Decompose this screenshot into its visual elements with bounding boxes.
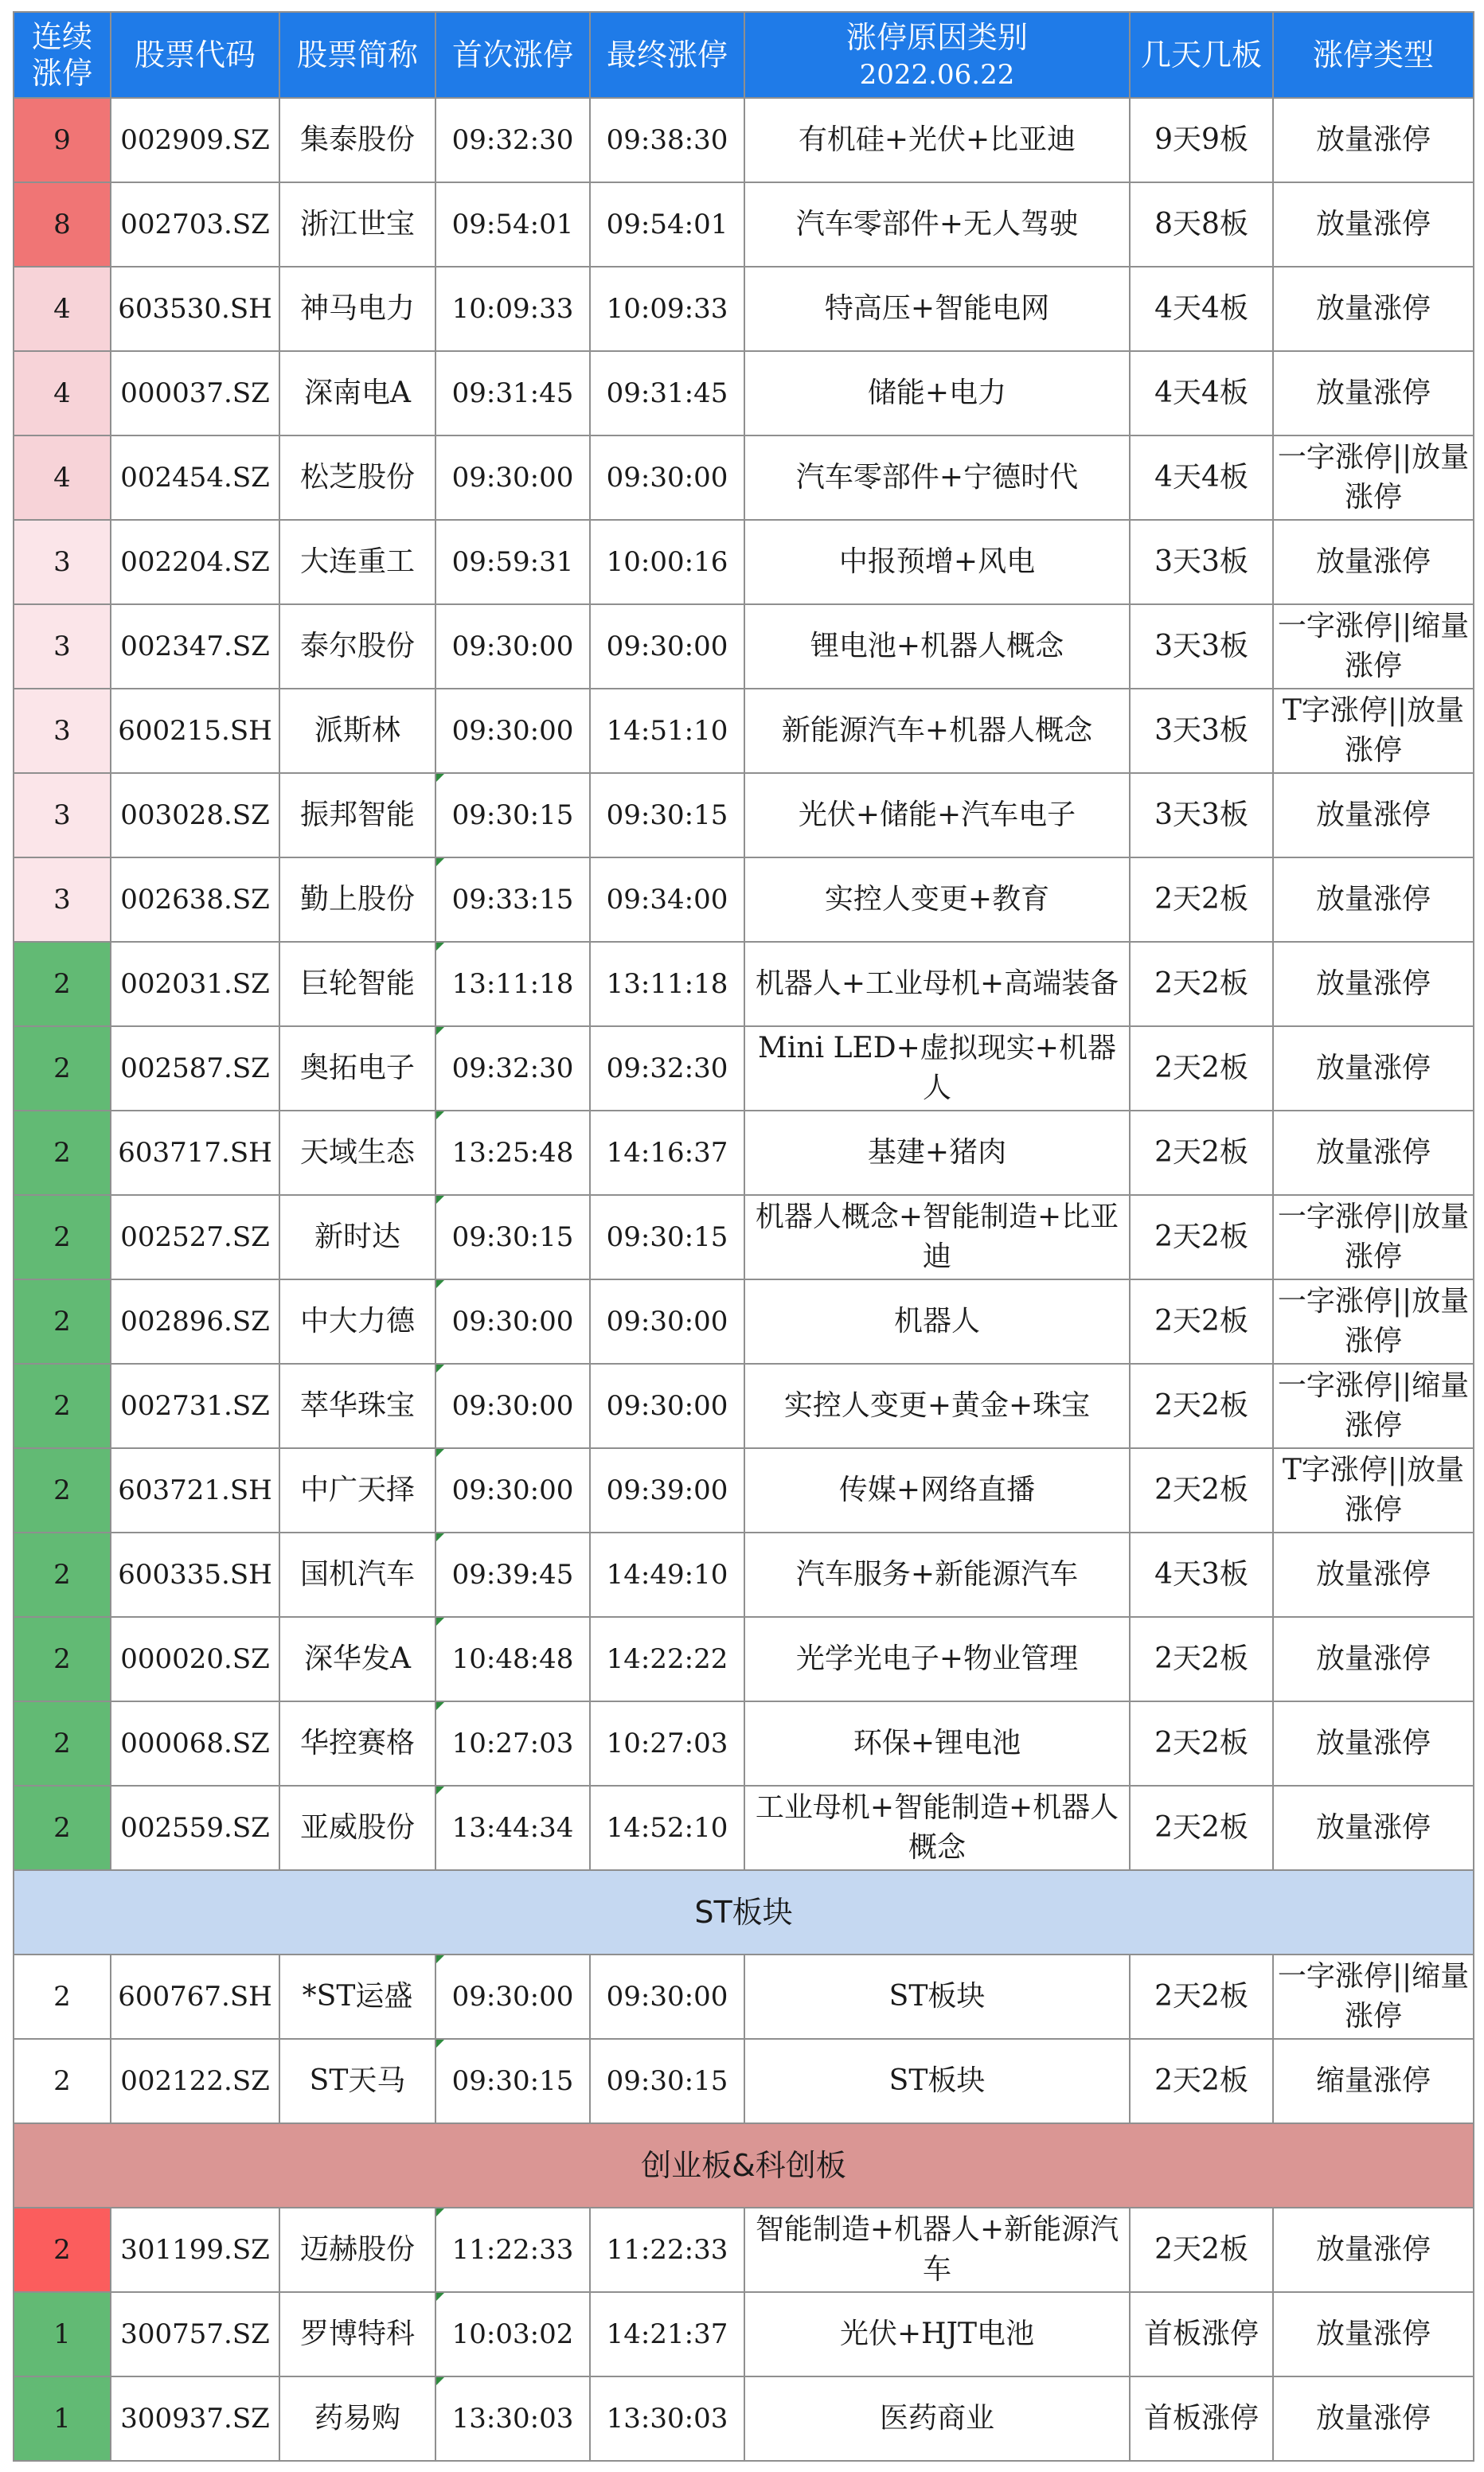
cell-streak: 2	[14, 1279, 111, 1364]
table-row	[14, 1786, 1474, 1870]
cell-limit-type: T字涨停||放量涨停	[1273, 1448, 1474, 1533]
cell-days-boards: 2天2板	[1130, 1364, 1273, 1448]
cell-streak: 4	[14, 435, 111, 520]
cell-reason: 新能源汽车+机器人概念	[744, 689, 1130, 773]
cell-name: 振邦智能	[279, 773, 435, 857]
cell-streak: 3	[14, 520, 111, 604]
cell-days-boards: 首板涨停	[1130, 2292, 1273, 2376]
header-limit-type: 涨停类型	[1273, 12, 1474, 98]
header-days-boards: 几天几板	[1130, 12, 1273, 98]
cell-days-boards: 4天4板	[1130, 267, 1273, 351]
cell-reason: 传媒+网络直播	[744, 1448, 1130, 1533]
cell-first-limit: 10:03:02	[435, 2292, 590, 2376]
cell-reason: 机器人	[744, 1279, 1130, 1364]
cell-limit-type: 放量涨停	[1273, 520, 1474, 604]
cell-reason: 医药商业	[744, 2376, 1130, 2461]
header-streak: 连续涨停	[14, 12, 111, 98]
cell-limit-type: 放量涨停	[1273, 267, 1474, 351]
cell-streak: 2	[14, 1448, 111, 1533]
cell-code: 000037.SZ	[111, 351, 279, 435]
table-row	[14, 98, 1474, 182]
cell-limit-type: 放量涨停	[1273, 942, 1474, 1026]
cell-days-boards: 2天2板	[1130, 2039, 1273, 2123]
cell-streak: 2	[14, 1701, 111, 1786]
cell-first-limit: 09:59:31	[435, 520, 590, 604]
cell-code: 002527.SZ	[111, 1195, 279, 1279]
cell-days-boards: 2天2板	[1130, 1955, 1273, 2039]
cell-reason: 实控人变更+教育	[744, 857, 1130, 942]
cell-days-boards: 2天2板	[1130, 857, 1273, 942]
cell-days-boards: 4天4板	[1130, 435, 1273, 520]
cell-name: 国机汽车	[279, 1533, 435, 1617]
cell-final-limit: 09:30:00	[590, 604, 744, 689]
table-row	[14, 604, 1474, 689]
cell-first-limit: 13:30:03	[435, 2376, 590, 2461]
cell-reason: 光伏+储能+汽车电子	[744, 773, 1130, 857]
cell-name: 深南电A	[279, 351, 435, 435]
cell-days-boards: 3天3板	[1130, 520, 1273, 604]
cell-final-limit: 09:54:01	[590, 182, 744, 267]
cell-final-limit: 09:32:30	[590, 1026, 744, 1111]
cell-name: 浙江世宝	[279, 182, 435, 267]
cell-final-limit: 09:30:00	[590, 435, 744, 520]
table-body	[14, 98, 1474, 2461]
cell-code: 002909.SZ	[111, 98, 279, 182]
cell-limit-type: 放量涨停	[1273, 182, 1474, 267]
cell-final-limit: 14:51:10	[590, 689, 744, 773]
cell-final-limit: 14:21:37	[590, 2292, 744, 2376]
table-row	[14, 435, 1474, 520]
cell-name: 中广天择	[279, 1448, 435, 1533]
cell-code: 002559.SZ	[111, 1786, 279, 1870]
cell-code: 603530.SH	[111, 267, 279, 351]
cell-days-boards: 2天2板	[1130, 1026, 1273, 1111]
cell-reason: 锂电池+机器人概念	[744, 604, 1130, 689]
cell-final-limit: 09:39:00	[590, 1448, 744, 1533]
cell-limit-type: 一字涨停||放量涨停	[1273, 1195, 1474, 1279]
cy-section-row	[14, 2123, 1474, 2208]
cell-days-boards: 9天9板	[1130, 98, 1273, 182]
cell-final-limit: 14:52:10	[590, 1786, 744, 1870]
cell-first-limit: 09:30:15	[435, 773, 590, 857]
cell-limit-type: 放量涨停	[1273, 2208, 1474, 2292]
cell-final-limit: 09:34:00	[590, 857, 744, 942]
cell-reason: 工业母机+智能制造+机器人概念	[744, 1786, 1130, 1870]
header-code: 股票代码	[111, 12, 279, 98]
cell-name: 迈赫股份	[279, 2208, 435, 2292]
cell-streak: 2	[14, 1617, 111, 1701]
cell-name: 华控赛格	[279, 1701, 435, 1786]
cell-streak: 2	[14, 1533, 111, 1617]
cell-days-boards: 8天8板	[1130, 182, 1273, 267]
cell-days-boards: 3天3板	[1130, 689, 1273, 773]
cell-code: 002638.SZ	[111, 857, 279, 942]
cell-final-limit: 14:16:37	[590, 1111, 744, 1195]
cell-name: ST天马	[279, 2039, 435, 2123]
cell-streak: 2	[14, 2039, 111, 2123]
cell-days-boards: 2天2板	[1130, 1448, 1273, 1533]
cell-name: 集泰股份	[279, 98, 435, 182]
table-row	[14, 2376, 1474, 2461]
table-row	[14, 267, 1474, 351]
cell-first-limit: 10:48:48	[435, 1617, 590, 1701]
cell-limit-type: 一字涨停||缩量涨停	[1273, 604, 1474, 689]
cell-first-limit: 09:30:00	[435, 435, 590, 520]
cell-code: 002031.SZ	[111, 942, 279, 1026]
cell-limit-type: 一字涨停||缩量涨停	[1273, 1955, 1474, 2039]
cell-first-limit: 10:27:03	[435, 1701, 590, 1786]
table-row	[14, 2292, 1474, 2376]
cell-streak: 3	[14, 773, 111, 857]
cell-first-limit: 09:32:30	[435, 1026, 590, 1111]
cell-first-limit: 09:54:01	[435, 182, 590, 267]
cell-code: 000068.SZ	[111, 1701, 279, 1786]
cell-days-boards: 4天4板	[1130, 351, 1273, 435]
cell-final-limit: 09:30:15	[590, 773, 744, 857]
table-row	[14, 2208, 1474, 2292]
cell-final-limit: 14:49:10	[590, 1533, 744, 1617]
cell-limit-type: 放量涨停	[1273, 1701, 1474, 1786]
cell-days-boards: 4天3板	[1130, 1533, 1273, 1617]
cell-name: 天域生态	[279, 1111, 435, 1195]
cell-first-limit: 09:30:00	[435, 604, 590, 689]
cell-limit-type: 放量涨停	[1273, 857, 1474, 942]
table-row	[14, 182, 1474, 267]
cell-limit-type: 放量涨停	[1273, 2376, 1474, 2461]
cell-reason: 汽车服务+新能源汽车	[744, 1533, 1130, 1617]
cell-streak: 2	[14, 1786, 111, 1870]
cell-code: 603717.SH	[111, 1111, 279, 1195]
cell-days-boards: 2天2板	[1130, 1111, 1273, 1195]
cell-first-limit: 09:30:00	[435, 1448, 590, 1533]
cell-first-limit: 13:11:18	[435, 942, 590, 1026]
table-row	[14, 520, 1474, 604]
cell-first-limit: 09:30:00	[435, 1955, 590, 2039]
cell-days-boards: 3天3板	[1130, 773, 1273, 857]
header-reason	[744, 12, 1130, 98]
cell-first-limit: 13:44:34	[435, 1786, 590, 1870]
table-row	[14, 1955, 1474, 2039]
table-row	[14, 942, 1474, 1026]
cell-code: 002703.SZ	[111, 182, 279, 267]
cell-streak: 9	[14, 98, 111, 182]
cell-name: 大连重工	[279, 520, 435, 604]
limit-up-table	[13, 11, 1474, 2462]
cell-reason: 智能制造+机器人+新能源汽车	[744, 2208, 1130, 2292]
cell-streak: 1	[14, 2292, 111, 2376]
cell-final-limit: 13:30:03	[590, 2376, 744, 2461]
cell-reason: ST板块	[744, 2039, 1130, 2123]
cell-name: 泰尔股份	[279, 604, 435, 689]
cell-reason: 中报预增+风电	[744, 520, 1130, 604]
cell-final-limit: 09:30:00	[590, 1364, 744, 1448]
cell-first-limit: 09:30:00	[435, 1279, 590, 1364]
table-row	[14, 1617, 1474, 1701]
cell-days-boards: 3天3板	[1130, 604, 1273, 689]
cell-name: 勤上股份	[279, 857, 435, 942]
section-title: ST板块	[14, 1870, 1474, 1955]
cell-reason: 特高压+智能电网	[744, 267, 1130, 351]
cell-streak: 4	[14, 267, 111, 351]
limit-up-table-page	[13, 11, 1473, 2462]
table-header-row	[14, 12, 1474, 98]
cell-limit-type: 放量涨停	[1273, 2292, 1474, 2376]
cell-final-limit: 09:38:30	[590, 98, 744, 182]
cell-limit-type: 缩量涨停	[1273, 2039, 1474, 2123]
cell-name: 中大力德	[279, 1279, 435, 1364]
header-name: 股票简称	[279, 12, 435, 98]
cell-first-limit: 09:30:00	[435, 689, 590, 773]
cell-code: 002896.SZ	[111, 1279, 279, 1364]
cell-final-limit: 10:27:03	[590, 1701, 744, 1786]
cell-first-limit: 09:32:30	[435, 98, 590, 182]
cell-limit-type: 一字涨停||放量涨停	[1273, 1279, 1474, 1364]
table-row	[14, 1448, 1474, 1533]
header-reason-label: 涨停原因类别	[845, 20, 1028, 55]
section-title: 创业板&科创板	[14, 2123, 1474, 2208]
cell-limit-type: 放量涨停	[1273, 1786, 1474, 1870]
cell-code: 301199.SZ	[111, 2208, 279, 2292]
table-row	[14, 689, 1474, 773]
table-row	[14, 1279, 1474, 1364]
st-section-row	[14, 1870, 1474, 1955]
cell-streak: 8	[14, 182, 111, 267]
cell-first-limit: 09:30:15	[435, 1195, 590, 1279]
cell-reason: 储能+电力	[744, 351, 1130, 435]
cell-first-limit: 09:33:15	[435, 857, 590, 942]
cell-name: 巨轮智能	[279, 942, 435, 1026]
table-row	[14, 1111, 1474, 1195]
cell-first-limit: 09:30:00	[435, 1364, 590, 1448]
cell-final-limit: 09:30:15	[590, 1195, 744, 1279]
cell-final-limit: 09:30:00	[590, 1279, 744, 1364]
cell-final-limit: 11:22:33	[590, 2208, 744, 2292]
table-row	[14, 1364, 1474, 1448]
cell-streak: 2	[14, 1111, 111, 1195]
cell-days-boards: 2天2板	[1130, 1701, 1273, 1786]
cell-first-limit: 09:30:15	[435, 2039, 590, 2123]
cell-name: 罗博特科	[279, 2292, 435, 2376]
cell-name: 神马电力	[279, 267, 435, 351]
cell-limit-type: 放量涨停	[1273, 1533, 1474, 1617]
cell-streak: 2	[14, 942, 111, 1026]
header-final-limit: 最终涨停	[590, 12, 744, 98]
cell-limit-type: 放量涨停	[1273, 1617, 1474, 1701]
cell-first-limit: 10:09:33	[435, 267, 590, 351]
cell-code: 003028.SZ	[111, 773, 279, 857]
cell-reason: 有机硅+光伏+比亚迪	[744, 98, 1130, 182]
cell-code: 000020.SZ	[111, 1617, 279, 1701]
cell-limit-type: 放量涨停	[1273, 1111, 1474, 1195]
cell-code: 300937.SZ	[111, 2376, 279, 2461]
cell-reason: ST板块	[744, 1955, 1130, 2039]
cell-final-limit: 10:00:16	[590, 520, 744, 604]
table-row	[14, 1701, 1474, 1786]
cell-streak: 3	[14, 857, 111, 942]
cell-streak: 2	[14, 1955, 111, 2039]
table-row	[14, 1533, 1474, 1617]
cell-name: 新时达	[279, 1195, 435, 1279]
cell-days-boards: 2天2板	[1130, 2208, 1273, 2292]
cell-name: 萃华珠宝	[279, 1364, 435, 1448]
cell-reason: 光伏+HJT电池	[744, 2292, 1130, 2376]
cell-code: 002347.SZ	[111, 604, 279, 689]
cell-reason: 汽车零部件+宁德时代	[744, 435, 1130, 520]
cell-limit-type: 一字涨停||放量涨停	[1273, 435, 1474, 520]
header-date: 2022.06.22	[859, 59, 1015, 91]
cell-streak: 3	[14, 604, 111, 689]
cell-first-limit: 09:31:45	[435, 351, 590, 435]
cell-days-boards: 2天2板	[1130, 1195, 1273, 1279]
cell-code: 600767.SH	[111, 1955, 279, 2039]
cell-limit-type: 放量涨停	[1273, 98, 1474, 182]
cell-code: 002204.SZ	[111, 520, 279, 604]
table-row	[14, 2039, 1474, 2123]
table-row	[14, 1026, 1474, 1111]
table-row	[14, 773, 1474, 857]
cell-name: 松芝股份	[279, 435, 435, 520]
cell-final-limit: 13:11:18	[590, 942, 744, 1026]
cell-streak: 2	[14, 1026, 111, 1111]
cell-streak: 2	[14, 1195, 111, 1279]
cell-limit-type: 放量涨停	[1273, 351, 1474, 435]
table-row	[14, 1195, 1474, 1279]
cell-reason: 机器人+工业母机+高端装备	[744, 942, 1130, 1026]
cell-reason: 机器人概念+智能制造+比亚迪	[744, 1195, 1130, 1279]
cell-code: 002731.SZ	[111, 1364, 279, 1448]
cell-limit-type: 一字涨停||缩量涨停	[1273, 1364, 1474, 1448]
cell-reason: 基建+猪肉	[744, 1111, 1130, 1195]
cell-days-boards: 2天2板	[1130, 1617, 1273, 1701]
cell-days-boards: 首板涨停	[1130, 2376, 1273, 2461]
cell-first-limit: 11:22:33	[435, 2208, 590, 2292]
cell-first-limit: 09:39:45	[435, 1533, 590, 1617]
cell-reason: 光学光电子+物业管理	[744, 1617, 1130, 1701]
cell-days-boards: 2天2板	[1130, 942, 1273, 1026]
cell-reason: 汽车零部件+无人驾驶	[744, 182, 1130, 267]
cell-name: 亚威股份	[279, 1786, 435, 1870]
cell-days-boards: 2天2板	[1130, 1279, 1273, 1364]
cell-streak: 1	[14, 2376, 111, 2461]
cell-streak: 3	[14, 689, 111, 773]
cell-code: 002122.SZ	[111, 2039, 279, 2123]
table-row	[14, 857, 1474, 942]
cell-streak: 2	[14, 2208, 111, 2292]
cell-final-limit: 09:30:15	[590, 2039, 744, 2123]
cell-code: 002587.SZ	[111, 1026, 279, 1111]
cell-name: *ST运盛	[279, 1955, 435, 2039]
cell-code: 600215.SH	[111, 689, 279, 773]
cell-limit-type: 放量涨停	[1273, 773, 1474, 857]
cell-name: 派斯林	[279, 689, 435, 773]
cell-reason: 实控人变更+黄金+珠宝	[744, 1364, 1130, 1448]
table-row	[14, 351, 1474, 435]
cell-code: 300757.SZ	[111, 2292, 279, 2376]
cell-reason: Mini LED+虚拟现实+机器人	[744, 1026, 1130, 1111]
cell-name: 奥拓电子	[279, 1026, 435, 1111]
cell-limit-type: 放量涨停	[1273, 1026, 1474, 1111]
cell-name: 药易购	[279, 2376, 435, 2461]
cell-first-limit: 13:25:48	[435, 1111, 590, 1195]
cell-final-limit: 10:09:33	[590, 267, 744, 351]
cell-streak: 4	[14, 351, 111, 435]
cell-code: 600335.SH	[111, 1533, 279, 1617]
cell-code: 603721.SH	[111, 1448, 279, 1533]
header-first-limit: 首次涨停	[435, 12, 590, 98]
cell-code: 002454.SZ	[111, 435, 279, 520]
cell-limit-type: T字涨停||放量涨停	[1273, 689, 1474, 773]
cell-days-boards: 2天2板	[1130, 1786, 1273, 1870]
cell-final-limit: 14:22:22	[590, 1617, 744, 1701]
cell-streak: 2	[14, 1364, 111, 1448]
cell-name: 深华发A	[279, 1617, 435, 1701]
cell-reason: 环保+锂电池	[744, 1701, 1130, 1786]
cell-final-limit: 09:30:00	[590, 1955, 744, 2039]
cell-final-limit: 09:31:45	[590, 351, 744, 435]
